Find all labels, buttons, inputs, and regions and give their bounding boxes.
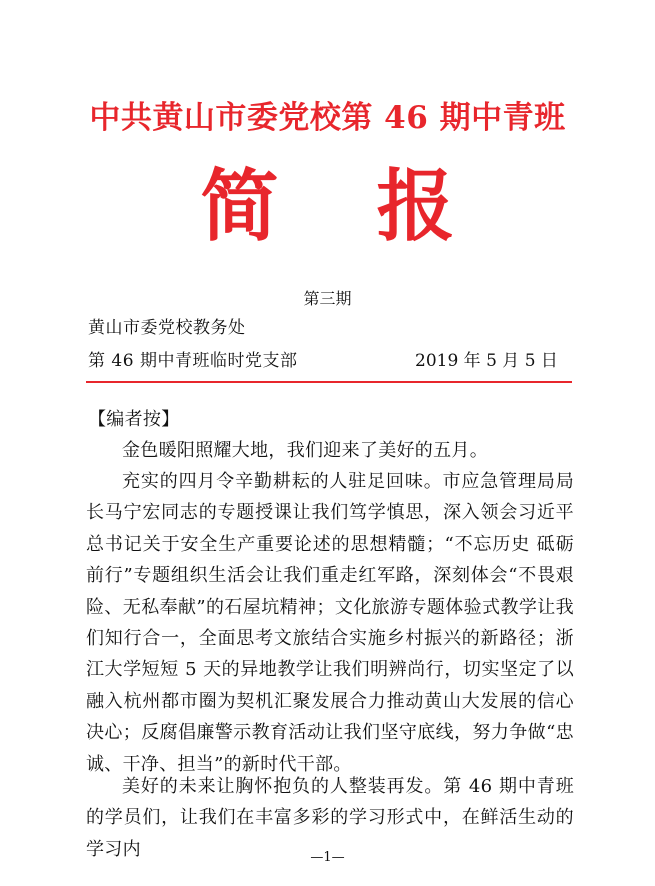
editor-note-label: 【编者按】 xyxy=(88,409,180,430)
org-title: 中共黄山市委党校第 46 期中青班 xyxy=(89,100,566,136)
red-divider xyxy=(86,381,572,383)
issuer: 黄山市委党校教务处 xyxy=(88,318,246,338)
paragraph-3: 美好的未来让胸怀抱负的人整装再发。第 46 期中青班的学员们，让我们在丰富多彩的学习形式中，在鲜活生动的学习内 xyxy=(86,776,574,860)
paragraph-1: 金色暖阳照耀大地，我们迎来了美好的五月。 xyxy=(122,440,488,461)
bulletin-title: 简报 xyxy=(200,161,553,252)
page-number: —1— xyxy=(310,850,345,865)
issue-date: 2019 年 5 月 5 日 xyxy=(415,351,558,371)
issue-number: 第三期 xyxy=(303,289,352,308)
party-branch: 第 46 期中青班临时党支部 xyxy=(88,351,298,371)
paragraph-2: 充实的四月令辛勤耕耘的人驻足回味。市应急管理局局长马宁宏同志的专题授课让我们笃学慎思，深入领会习近平总书记关于安全生产重要论述的思想精髓；“不忘历史 砥砺前行”专题组织生活会让我们重走红军路，深刻体会“不畏艰险、无私奉献”的石屋坑精神；文化旅游专题体验式教学让我们知行合一，全面思考文旅结合实施乡村振兴的新路径；浙江大学短短 5 天的异地教学让我们明辨尚行，切实坚定了以融入杭州都市圈为契机汇聚发展合力推动黄山大发展的信心决心；反腐倡廉警示教育活动让我们坚守底线，努力争做“忠诚、干净、担当”的新时代干部。 xyxy=(86,471,574,775)
